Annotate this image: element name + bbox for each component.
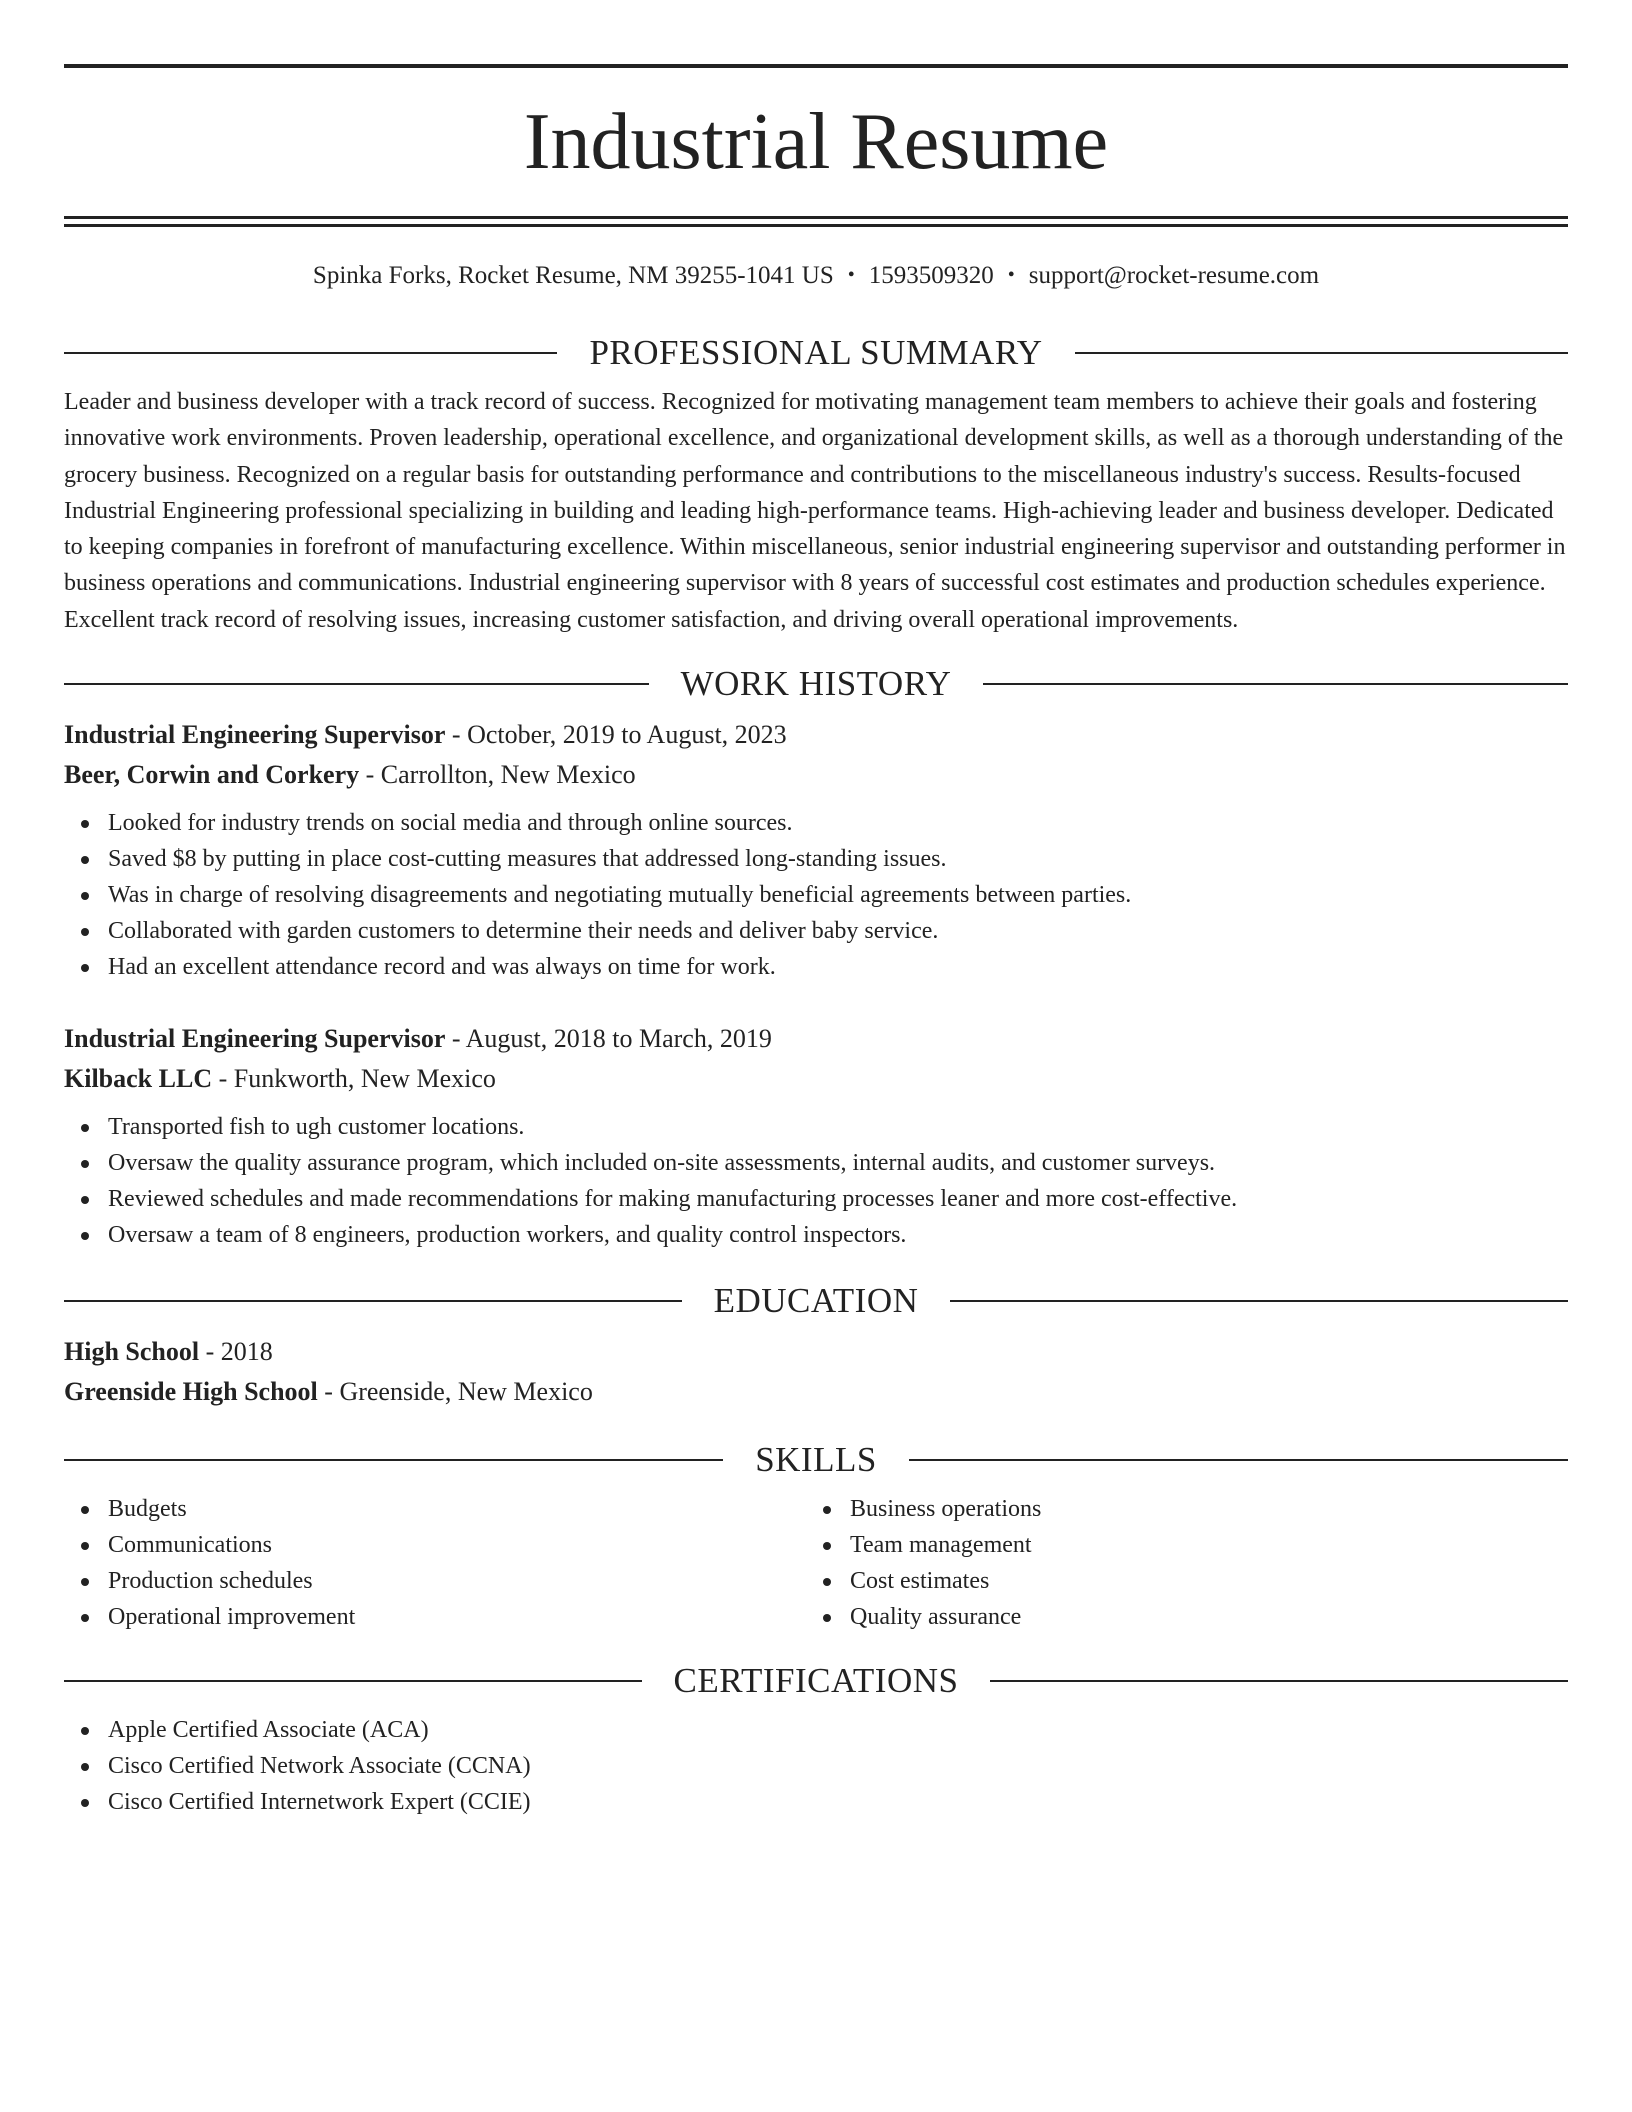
skills-grid bbox=[64, 1491, 1568, 1635]
job-entry bbox=[64, 1019, 1568, 1253]
section-divider bbox=[64, 1459, 723, 1461]
list-item: Collaborated with garden customers to determine their needs and deliver baby service. bbox=[64, 913, 1568, 949]
education-heading: EDUCATION bbox=[713, 1281, 919, 1321]
section-divider bbox=[64, 1300, 682, 1302]
skills-left-column bbox=[64, 1491, 806, 1635]
certifications-list bbox=[64, 1712, 1568, 1820]
work-section-header bbox=[64, 664, 1568, 704]
skills-heading: SKILLS bbox=[755, 1440, 877, 1480]
section-divider bbox=[64, 683, 649, 685]
contact-address: Spinka Forks, Rocket Resume, NM 39255-1041 US bbox=[312, 262, 834, 289]
list-item: Business operations bbox=[806, 1491, 1548, 1527]
contact-email: support@rocket-resume.com bbox=[1028, 262, 1320, 289]
title-double-rule bbox=[64, 216, 1568, 227]
list-item: Was in charge of resolving disagreements and negotiating mutually beneficial agreements between parties. bbox=[64, 877, 1568, 913]
resume-title: Industrial Resume bbox=[523, 98, 1109, 186]
summary-heading: PROFESSIONAL SUMMARY bbox=[589, 333, 1043, 372]
list-item: Saved $8 by putting in place cost-cutting measures that addressed long-standing issues. bbox=[64, 841, 1568, 877]
job-title-line bbox=[64, 1019, 1568, 1059]
list-item: Transported fish to ugh customer locations. bbox=[64, 1109, 1568, 1145]
job-title: Industrial Engineering Supervisor bbox=[64, 1024, 446, 1054]
section-divider bbox=[64, 1680, 642, 1682]
list-item: Looked for industry trends on social media and through online sources. bbox=[64, 805, 1568, 841]
job-dates: - October, 2019 to August, 2023 bbox=[445, 720, 787, 750]
top-rule bbox=[64, 64, 1568, 68]
list-item: Oversaw the quality assurance program, which included on-site assessments, internal audits, and customer surveys. bbox=[64, 1145, 1568, 1181]
work-heading: WORK HISTORY bbox=[680, 664, 952, 704]
list-item: Reviewed schedules and made recommendations for making manufacturing processes leaner and more cost-effective. bbox=[64, 1181, 1568, 1217]
contact-separator: • bbox=[1007, 264, 1015, 286]
section-divider bbox=[990, 1680, 1568, 1682]
section-divider bbox=[64, 352, 557, 354]
list-item: Communications bbox=[64, 1527, 806, 1563]
job-entry bbox=[64, 715, 1568, 985]
list-item: Cisco Certified Network Associate (CCNA) bbox=[64, 1748, 1568, 1784]
list-item: Team management bbox=[806, 1527, 1548, 1563]
education-school: Greenside High School bbox=[64, 1377, 318, 1407]
contact-phone: 1593509320 bbox=[868, 262, 994, 289]
list-item: Budgets bbox=[64, 1491, 806, 1527]
job-location: - Carrollton, New Mexico bbox=[359, 760, 636, 790]
job-title-line bbox=[64, 715, 1568, 755]
job-location: - Funkworth, New Mexico bbox=[212, 1064, 496, 1094]
education-degree-line bbox=[64, 1332, 1568, 1372]
job-bullets bbox=[64, 805, 1568, 985]
list-item: Quality assurance bbox=[806, 1599, 1548, 1635]
education-section-header bbox=[64, 1281, 1568, 1321]
section-divider bbox=[1075, 352, 1568, 354]
list-item: Cisco Certified Internetwork Expert (CCIE) bbox=[64, 1784, 1568, 1820]
education-school-line bbox=[64, 1372, 1568, 1412]
education-degree: High School bbox=[64, 1337, 200, 1367]
summary-section-header bbox=[64, 335, 1568, 370]
list-item: Oversaw a team of 8 engineers, production workers, and quality control inspectors. bbox=[64, 1217, 1568, 1253]
certifications-heading: CERTIFICATIONS bbox=[673, 1661, 959, 1701]
certifications-section-header bbox=[64, 1661, 1568, 1701]
contact-line bbox=[64, 261, 1568, 291]
summary-text: Leader and business developer with a track record of success. Recognized for motivating management team members to achieve their goals and fostering innovative work environments. Proven leadership, operational excellence, and organizational development skills, as well as a thorough understanding of the grocery business. Recognized on a regular basis for outstanding performance and contributions to the miscellaneous industry's success. Results-focused Industrial Engineering professional specializing in building and leading high-performance teams. High-achieving leader and business developer. Dedicated to keeping companies in forefront of manufacturing excellence. Within miscellaneous, senior industrial engineering supervisor and outstanding performer in business operations and communications. Industrial engineering supervisor with 8 years of successful cost estimates and production schedules experience. Excellent track record of resolving issues, increasing customer satisfaction, and driving overall operational improvements. bbox=[64, 389, 1566, 633]
list-item: Had an excellent attendance record and was always on time for work. bbox=[64, 949, 1568, 985]
job-company-line bbox=[64, 1059, 1568, 1099]
resume-page bbox=[64, 64, 1568, 1820]
job-title: Industrial Engineering Supervisor bbox=[64, 720, 446, 750]
list-item: Apple Certified Associate (ACA) bbox=[64, 1712, 1568, 1748]
job-company-line bbox=[64, 755, 1568, 795]
job-bullets bbox=[64, 1109, 1568, 1253]
section-divider bbox=[983, 683, 1568, 685]
section-divider bbox=[909, 1459, 1568, 1461]
job-company: Kilback LLC bbox=[64, 1064, 213, 1094]
job-company: Beer, Corwin and Corkery bbox=[64, 760, 360, 790]
list-item: Cost estimates bbox=[806, 1563, 1548, 1599]
education-year: - 2018 bbox=[199, 1337, 273, 1367]
skills-section-header bbox=[64, 1440, 1568, 1480]
job-dates: - August, 2018 to March, 2019 bbox=[445, 1024, 772, 1054]
list-item: Production schedules bbox=[64, 1563, 806, 1599]
education-location: - Greenside, New Mexico bbox=[317, 1377, 593, 1407]
section-divider bbox=[950, 1300, 1568, 1302]
skills-right-column bbox=[806, 1491, 1548, 1635]
contact-separator: • bbox=[847, 264, 855, 286]
list-item: Operational improvement bbox=[64, 1599, 806, 1635]
